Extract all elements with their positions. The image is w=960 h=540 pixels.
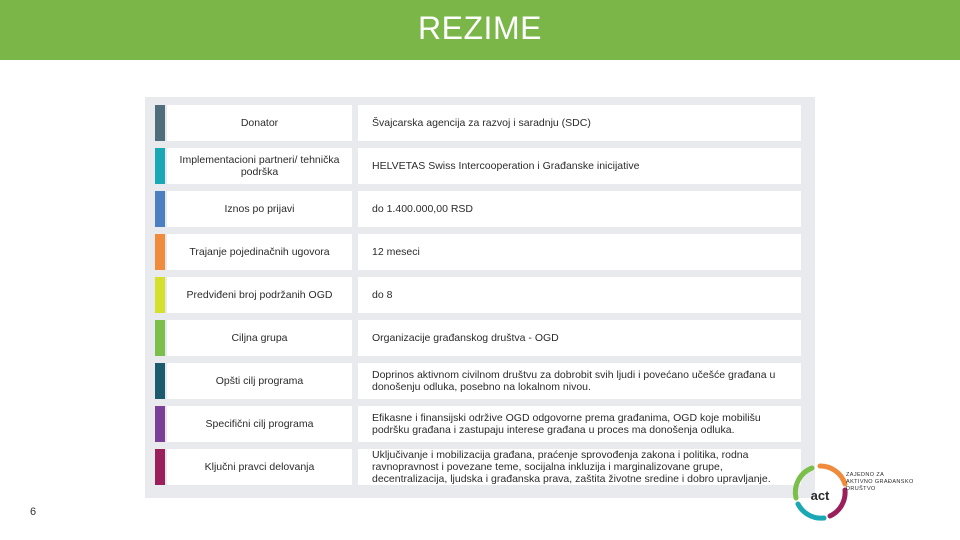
logo-mark-text: act — [810, 488, 830, 503]
row-color-stripe — [155, 105, 165, 141]
row-label: Ključni pravci delovanja — [167, 449, 352, 485]
row-value: Uključivanje i mobilizacija građana, praćenje sprovođenja zakona i politika, rodna ravnopravnost i povezane teme, socijalna inkluzija i marginalizovane grupe, decentralizacija, ljudska i građanska prava, zaštita životne sredine i dobro upravljanje. — [358, 449, 801, 485]
table-row — [155, 277, 801, 313]
row-label: Implementacioni partneri/ tehnička podrška — [167, 148, 352, 184]
row-label: Ciljna grupa — [167, 320, 352, 356]
row-label: Trajanje pojedinačnih ugovora — [167, 234, 352, 270]
page-title: REZIME — [418, 10, 542, 46]
summary-table — [145, 97, 815, 498]
row-label: Donator — [167, 105, 352, 141]
row-value: Efikasne i finansijski održive OGD odgovorne prema građanima, OGD koje mobilišu podršku građana i zastupaju interese građana u proces ma donošenja odluka. — [358, 406, 801, 442]
table-row — [155, 105, 801, 141]
row-label: Specifični cilj programa — [167, 406, 352, 442]
act-logo-icon — [790, 460, 850, 526]
table-row — [155, 406, 801, 442]
logo-text: ZAJEDNO ZA AKTIVNO GRAĐANSKO DRUŠTVO — [846, 472, 914, 492]
row-color-stripe — [155, 277, 165, 313]
row-color-stripe — [155, 406, 165, 442]
row-label: Iznos po prijavi — [167, 191, 352, 227]
page-number: 6 — [30, 506, 37, 518]
table-row — [155, 191, 801, 227]
row-color-stripe — [155, 234, 165, 270]
table-row — [155, 449, 801, 485]
table-row — [155, 234, 801, 270]
row-value: Doprinos aktivnom civilnom društvu za dobrobit svih ljudi i povećano učešće građana u donošenju odluka, posebno na lokalnom nivou. — [358, 363, 801, 399]
row-label: Opšti cilj programa — [167, 363, 352, 399]
row-value: Organizacije građanskog društva - OGD — [358, 320, 801, 356]
table-row — [155, 320, 801, 356]
row-value: HELVETAS Swiss Intercooperation i Građanske inicijative — [358, 148, 801, 184]
row-color-stripe — [155, 320, 165, 356]
logo — [790, 460, 930, 526]
row-value: 12 meseci — [358, 234, 801, 270]
row-value: do 1.400.000,00 RSD — [358, 191, 801, 227]
row-label: Predviđeni broj podržanih OGD — [167, 277, 352, 313]
row-value: do 8 — [358, 277, 801, 313]
row-color-stripe — [155, 449, 165, 485]
row-value: Švajcarska agencija za razvoj i saradnju (SDC) — [358, 105, 801, 141]
row-color-stripe — [155, 363, 165, 399]
table-row — [155, 148, 801, 184]
row-color-stripe — [155, 191, 165, 227]
row-color-stripe — [155, 148, 165, 184]
table-row — [155, 363, 801, 399]
